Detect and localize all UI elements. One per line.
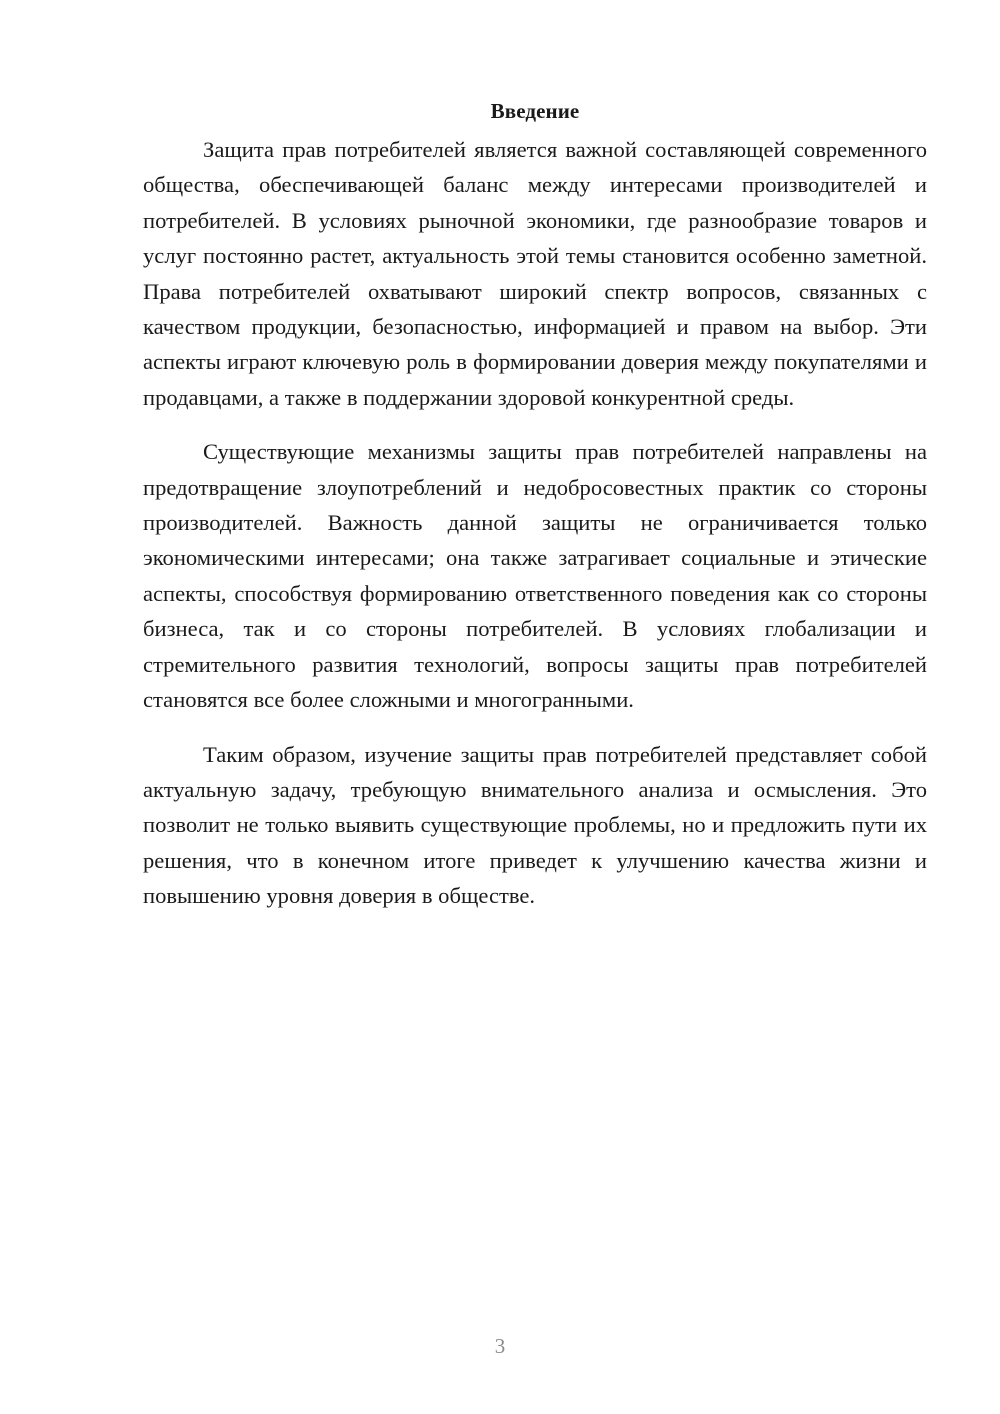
page-content <box>143 96 927 933</box>
paragraph-3: Таким образом, изучение защиты прав потребителей представляет собой актуальную задачу, требующую внимательного анализа и осмысления. Это позволит не только выявить существующие проблемы, но и предложить пути их решения, что в конечном итоге приведет к улучшению качества жизни и повышению уровня доверия в обществе. <box>143 741 927 909</box>
section-title: Введение <box>490 99 580 123</box>
paragraph-2: Существующие механизмы защиты прав потребителей направлены на предотвращение злоупотреблений и недобросовестных практик со стороны производителей. Важность данной защиты не ограничивается только экономическими интересами; она также затрагивает социальные и этические аспекты, способствуя формированию ответственного поведения как со стороны бизнеса, так и со стороны потребителей. В условиях глобализации и стремительного развития технологий, вопросы защиты прав потребителей становятся все более сложными и многогранными. <box>143 439 927 713</box>
page-number: 3 <box>494 1334 506 1358</box>
paragraph-1: Защита прав потребителей является важной составляющей современного общества, обеспечивающей баланс между интересами производителей и потребителей. В условиях рыночной экономики, где разнообразие товаров и услуг постоянно растет, актуальность этой темы становится особенно заметной. Права потребителей охватывают широкий спектр вопросов, связанных с качеством продукции, безопасностью, информацией и правом на выбор. Эти аспекты играют ключевую роль в формировании доверия между покупателями и продавцами, а также в поддержании здоровой конкурентной среды. <box>143 137 927 410</box>
